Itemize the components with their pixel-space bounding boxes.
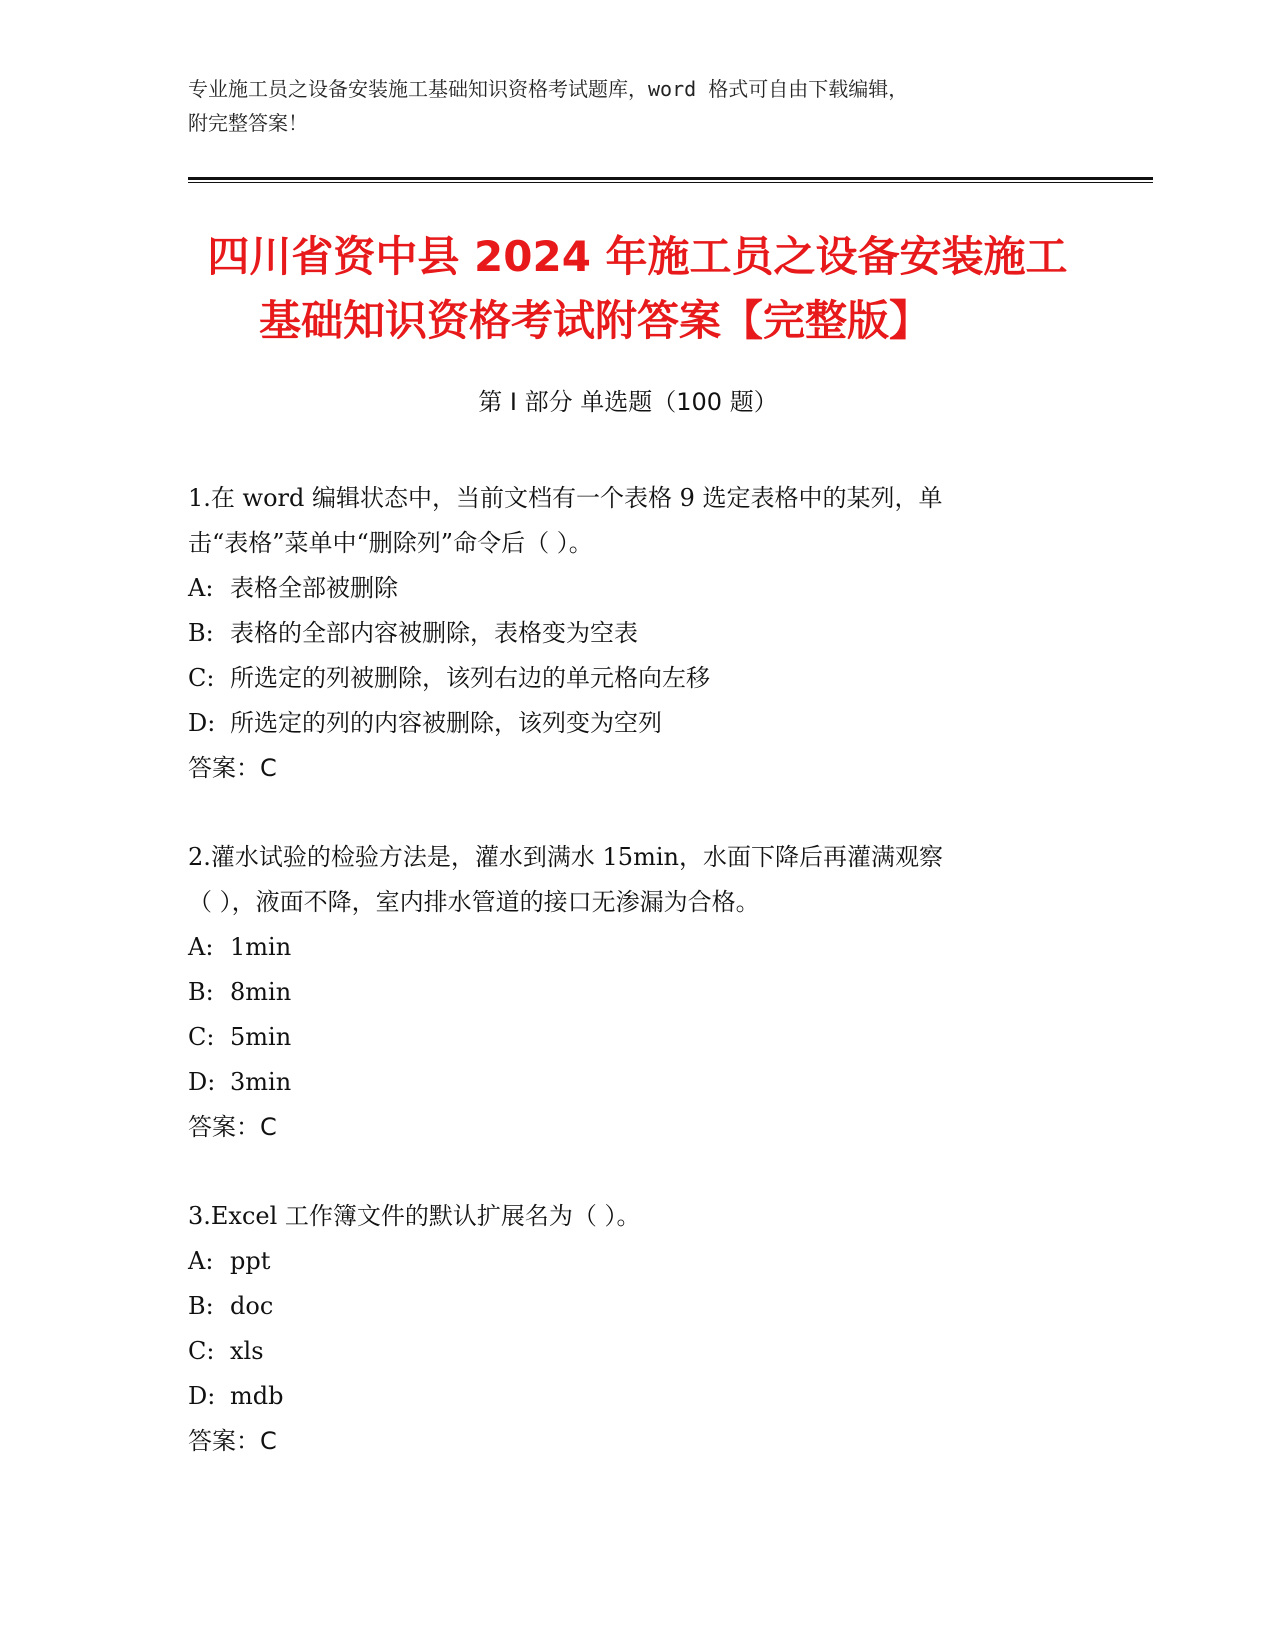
option-key: C: [188, 1337, 215, 1365]
document-title-line-1: 四川省资中县 2024 年施工员之设备安装施工 [207, 232, 1068, 281]
option-text: doc [230, 1292, 274, 1320]
answer: 答案：C [188, 754, 277, 782]
option-key: A: [188, 1247, 214, 1275]
question-stem-line-1: 1.在 word 编辑状态中，当前文档有一个表格 9 选定表格中的某列，单 [188, 484, 943, 512]
question-stem-line-2: （ ），液面不降，室内排水管道的接口无渗漏为合格。 [188, 888, 760, 916]
option-b [188, 1284, 1088, 1329]
option-key: D: [188, 1068, 216, 1096]
question-2 [188, 835, 1088, 1150]
option-c [188, 1015, 1088, 1060]
option-a [188, 566, 1088, 611]
option-key: B: [188, 978, 214, 1006]
answer: 答案：C [188, 1427, 277, 1455]
option-key: C: [188, 1023, 215, 1051]
option-text: xls [230, 1337, 264, 1365]
document-title-line-2: 基础知识资格考试附答案【完整版】 [258, 296, 931, 345]
option-b [188, 611, 1088, 656]
question-stem-line-1: 3.Excel 工作簿文件的默认扩展名为（ ）。 [188, 1202, 641, 1230]
option-key: B: [188, 619, 214, 647]
header-divider-thin [188, 182, 1153, 183]
question-3 [188, 1194, 1088, 1464]
option-d [188, 701, 1088, 746]
header-divider-thick [188, 177, 1153, 180]
option-key: D: [188, 1382, 216, 1410]
option-key: C: [188, 664, 215, 692]
question-list [188, 476, 1088, 1508]
answer: 答案：C [188, 1113, 277, 1141]
option-a [188, 1239, 1088, 1284]
option-key: A: [188, 933, 214, 961]
question-1 [188, 476, 1088, 791]
question-stem-line-2: 击“表格”菜单中“删除列”命令后（ ）。 [188, 529, 593, 557]
option-a [188, 925, 1088, 970]
option-d [188, 1374, 1088, 1419]
option-text: 1min [230, 933, 292, 961]
option-c [188, 656, 1088, 701]
option-text: 表格全部被删除 [230, 574, 398, 602]
option-key: A: [188, 574, 214, 602]
option-text: 8min [230, 978, 292, 1006]
option-text: 所选定的列被删除，该列右边的单元格向左移 [230, 664, 710, 692]
option-text: 5min [230, 1023, 292, 1051]
header-note-line-1: 专业施工员之设备安装施工基础知识资格考试题库，word 格式可自由下载编辑， [188, 77, 909, 101]
option-text: 表格的全部内容被删除，表格变为空表 [230, 619, 638, 647]
document-title [120, 225, 1155, 353]
option-text: 3min [230, 1068, 292, 1096]
section-heading: 第 I 部分 单选题（100 题） [478, 388, 778, 416]
option-b [188, 970, 1088, 1015]
option-d [188, 1060, 1088, 1105]
option-key: B: [188, 1292, 214, 1320]
header-note-line-2: 附完整答案！ [188, 111, 308, 135]
option-c [188, 1329, 1088, 1374]
question-stem-line-1: 2.灌水试验的检验方法是，灌水到满水 15min，水面下降后再灌满观察 [188, 843, 943, 871]
option-text: 所选定的列的内容被删除，该列变为空列 [230, 709, 662, 737]
option-text: ppt [230, 1247, 271, 1275]
header-note [188, 72, 1068, 140]
option-text: mdb [230, 1382, 284, 1410]
option-key: D: [188, 709, 216, 737]
